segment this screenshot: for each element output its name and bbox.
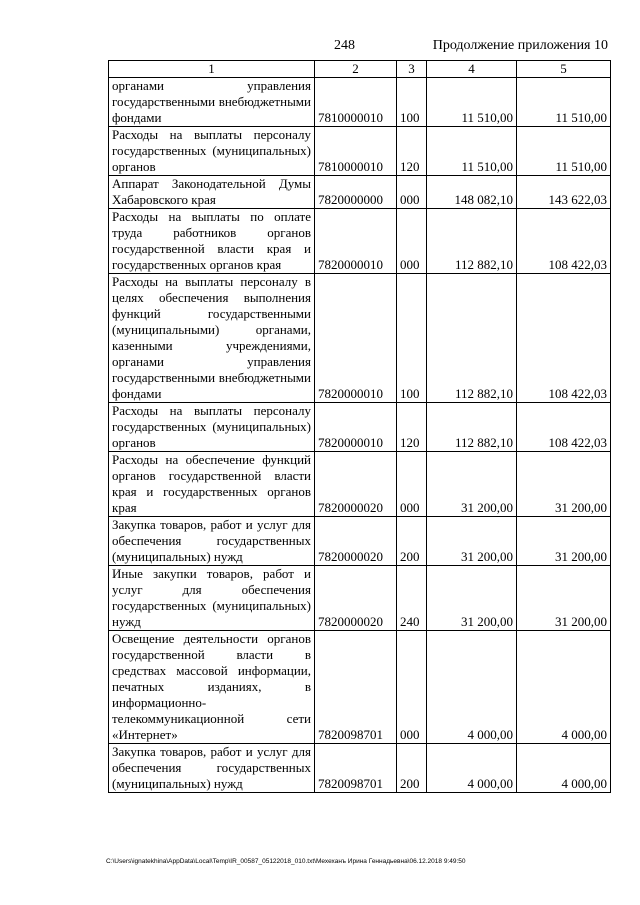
row-vr: 100 xyxy=(397,78,427,127)
row-value-1: 112 882,10 xyxy=(427,274,517,403)
row-name: органами управления государственными внебюджетными фондами xyxy=(109,78,315,127)
table-row xyxy=(109,403,611,452)
row-value-1: 31 200,00 xyxy=(427,452,517,517)
table-row xyxy=(109,176,611,209)
table-row xyxy=(109,744,611,793)
row-code: 7820000010 xyxy=(315,403,397,452)
row-value-1: 4 000,00 xyxy=(427,631,517,744)
row-value-1: 31 200,00 xyxy=(427,517,517,566)
table-row xyxy=(109,78,611,127)
budget-table xyxy=(108,60,611,793)
row-code: 7820000000 xyxy=(315,176,397,209)
table-row xyxy=(109,452,611,517)
row-code: 7820000020 xyxy=(315,566,397,631)
row-value-2: 11 510,00 xyxy=(517,127,611,176)
row-value-2: 108 422,03 xyxy=(517,274,611,403)
row-vr: 000 xyxy=(397,631,427,744)
row-code: 7820000010 xyxy=(315,274,397,403)
row-code: 7810000010 xyxy=(315,127,397,176)
table-row xyxy=(109,274,611,403)
table-header-row xyxy=(109,61,611,78)
table-row xyxy=(109,566,611,631)
column-header: 4 xyxy=(427,61,517,78)
file-path-footer: C:\Users\ignatekhina\AppData\Local\Temp\IR_00587_05122018_010.txt\Мехеханъ Ирина Геннадьевна\06.12.2018 9:49:50 xyxy=(106,858,466,865)
row-vr: 200 xyxy=(397,517,427,566)
column-header: 2 xyxy=(315,61,397,78)
row-value-1: 4 000,00 xyxy=(427,744,517,793)
row-name: Расходы на выплаты персоналу в целях обеспечения выполнения функций государственными (муниципальными) органами, казенными учреждениями, органами управления государственными внебюджетными фондами xyxy=(109,274,315,403)
row-vr: 000 xyxy=(397,176,427,209)
row-name: Аппарат Законодательной Думы Хабаровского края xyxy=(109,176,315,209)
row-value-2: 4 000,00 xyxy=(517,631,611,744)
page-number: 248 xyxy=(334,38,355,53)
row-code: 7820098701 xyxy=(315,631,397,744)
row-value-1: 11 510,00 xyxy=(427,78,517,127)
column-header: 1 xyxy=(109,61,315,78)
row-code: 7820098701 xyxy=(315,744,397,793)
row-vr: 120 xyxy=(397,403,427,452)
row-code: 7820000020 xyxy=(315,452,397,517)
row-name: Расходы на выплаты персоналу государственных (муниципальных) органов xyxy=(109,127,315,176)
row-value-1: 31 200,00 xyxy=(427,566,517,631)
row-value-2: 31 200,00 xyxy=(517,452,611,517)
column-header: 5 xyxy=(517,61,611,78)
row-value-2: 108 422,03 xyxy=(517,403,611,452)
table-row xyxy=(109,517,611,566)
row-name: Иные закупки товаров, работ и услуг для обеспечения государственных (муниципальных) нужд xyxy=(109,566,315,631)
continuation-label: Продолжение приложения 10 xyxy=(432,38,608,53)
row-value-2: 4 000,00 xyxy=(517,744,611,793)
table-row xyxy=(109,209,611,274)
row-vr: 000 xyxy=(397,452,427,517)
row-value-2: 31 200,00 xyxy=(517,517,611,566)
table-row xyxy=(109,127,611,176)
row-name: Расходы на обеспечение функций органов государственной власти края и государственных органов края xyxy=(109,452,315,517)
row-name: Освещение деятельности органов государственной власти в средствах массовой информации, печатных изданиях, в информационно-телекоммуникационной сети «Интернет» xyxy=(109,631,315,744)
row-vr: 200 xyxy=(397,744,427,793)
row-code: 7820000020 xyxy=(315,517,397,566)
row-value-2: 108 422,03 xyxy=(517,209,611,274)
row-value-1: 112 882,10 xyxy=(427,403,517,452)
table-row xyxy=(109,631,611,744)
row-code: 7810000010 xyxy=(315,78,397,127)
row-value-2: 11 510,00 xyxy=(517,78,611,127)
row-name: Закупка товаров, работ и услуг для обеспечения государственных (муниципальных) нужд xyxy=(109,744,315,793)
row-vr: 120 xyxy=(397,127,427,176)
row-value-1: 11 510,00 xyxy=(427,127,517,176)
row-vr: 000 xyxy=(397,209,427,274)
row-value-2: 31 200,00 xyxy=(517,566,611,631)
row-vr: 100 xyxy=(397,274,427,403)
row-name: Закупка товаров, работ и услуг для обеспечения государственных (муниципальных) нужд xyxy=(109,517,315,566)
row-value-1: 112 882,10 xyxy=(427,209,517,274)
row-name: Расходы на выплаты персоналу государственных (муниципальных) органов xyxy=(109,403,315,452)
row-value-1: 148 082,10 xyxy=(427,176,517,209)
row-value-2: 143 622,03 xyxy=(517,176,611,209)
row-name: Расходы на выплаты по оплате труда работников органов государственной власти края и государственных органов края xyxy=(109,209,315,274)
row-vr: 240 xyxy=(397,566,427,631)
column-header: 3 xyxy=(397,61,427,78)
row-code: 7820000010 xyxy=(315,209,397,274)
